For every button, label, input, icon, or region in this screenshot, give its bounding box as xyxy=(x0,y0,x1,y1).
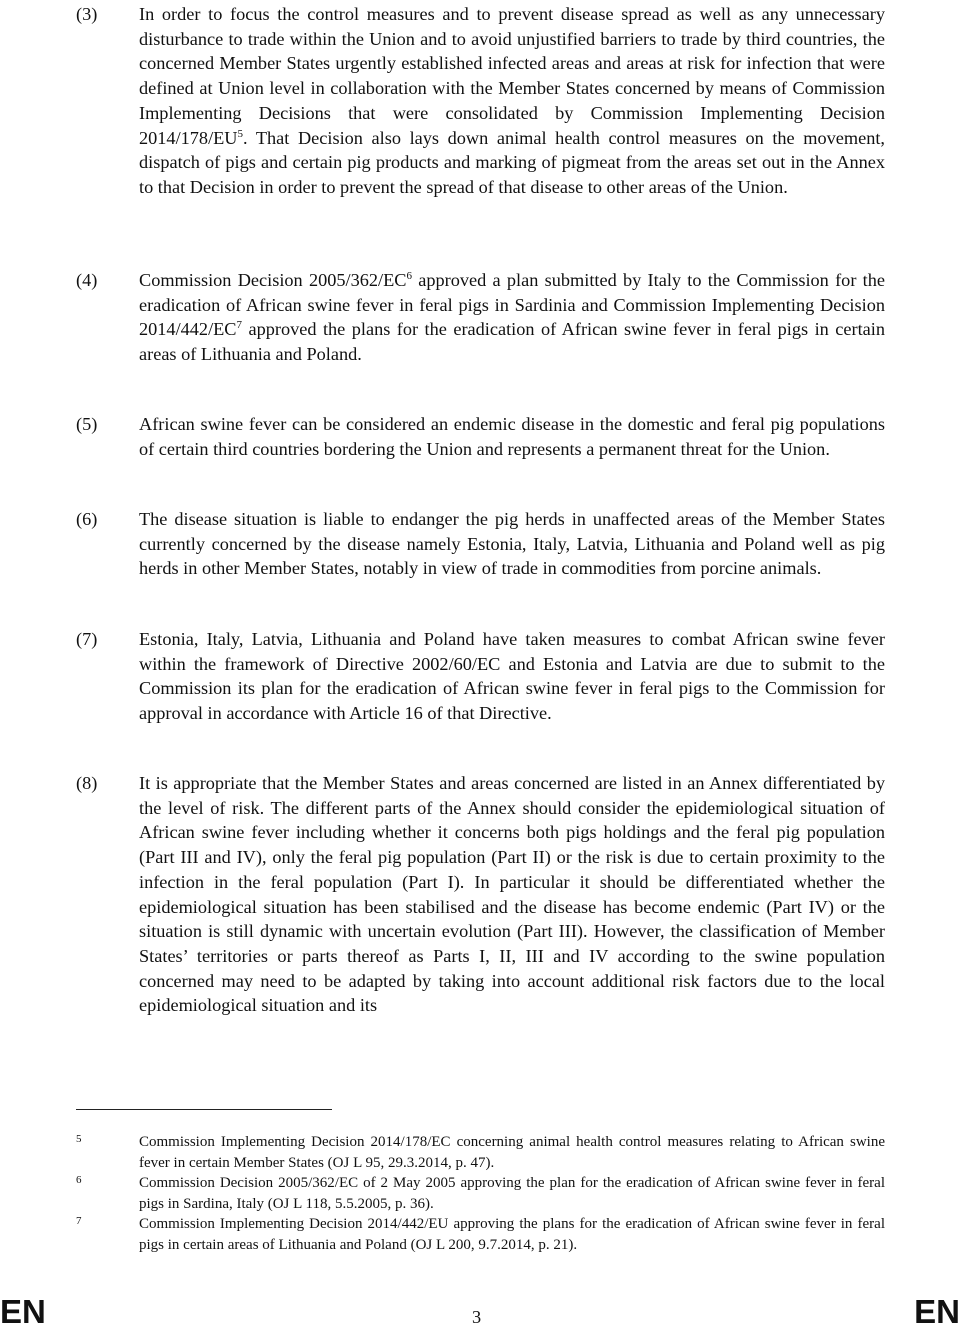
footnote-ref-7[interactable]: 7 xyxy=(236,319,243,332)
footnote-text: Commission Implementing Decision 2014/442/EU approving the plans for the eradication of African swine fever in feral pigs in certain areas of Lithuania and Poland (OJ L 200, 9.7.2014, p. 21). xyxy=(139,1216,885,1253)
footnote-ref-5[interactable]: 5 xyxy=(237,127,244,140)
recital-text: It is appropriate that the Member States and areas concerned are listed in an Annex differentiated by the level of risk. The different parts of the Annex should consider the epidemiological situation of African swine fever including whether it concerns both pigs holdings and the feral pig population (Part III and IV), only the feral pig population (Part II) or the risk is due to certain proximity to the infection in the feral population (Part I). In particular it should be differentiated whether the epidemiological situation has been stabilised and the disease has become endemic (Part IV) or the situation is still dynamic with uncertain evolution (Part III). However, the classification of Member States’ territories or parts thereof as Parts I, II, III and IV according to the swine population concerned may need to be adapted by taking into account additional risk factors due to the local epidemiological situation and its xyxy=(139,773,885,1016)
language-code-left: EN xyxy=(0,1293,46,1330)
recital-number: (4) xyxy=(76,270,98,290)
recital-number: (5) xyxy=(76,414,98,434)
footnote-number: 7 xyxy=(76,1215,82,1227)
page-number: 3 xyxy=(472,1307,482,1327)
footnote-text: Commission Decision 2005/362/EC of 2 May 2005 approving the plan for the eradication of African swine fever in feral pigs in Sardina, Italy (OJ L 118, 5.5.2005, p. 36). xyxy=(139,1175,885,1212)
footnote-number: 6 xyxy=(76,1174,82,1186)
footnote-ref-6[interactable]: 6 xyxy=(406,269,412,282)
language-code-right: EN xyxy=(914,1293,960,1330)
footnote-separator xyxy=(76,1109,332,1110)
recital-text: The disease situation is liable to endanger the pig herds in unaffected areas of the Member States currently concerned by the disease namely Estonia, Italy, Latvia, Lithuania and Poland well as pig herds in other Member States, notably in view of trade in commodities from porcine animals. xyxy=(139,509,885,579)
recital-number: (3) xyxy=(76,4,98,24)
footnote-number: 5 xyxy=(76,1133,82,1145)
recital-number: (7) xyxy=(76,629,98,649)
recital-number: (6) xyxy=(76,509,98,529)
footnote-text: Commission Implementing Decision 2014/178/EC concerning animal health control measures relating to African swine fever in certain Member States (OJ L 95, 29.3.2014, p. 47). xyxy=(139,1134,885,1171)
recital-text: Estonia, Italy, Latvia, Lithuania and Poland have taken measures to combat African swine fever within the framework of Directive 2002/60/EC and Estonia and Latvia are due to submit to the Commission its plan for the eradication of African swine fever in feral pigs to the Commission for approval in accordance with Article 16 of that Directive. xyxy=(139,629,885,724)
recital-text: In order to focus the control measures and to prevent disease spread as well as any unnecessary disturbance to trade within the Union and to avoid unjustified barriers to trade by third countries, the concerned Member States urgently established infected areas and areas at risk for infection that were defined at Union level in collaboration with the Member States concerned by means of Commission Implementing Decisions that were consolidated by Commission Implementing Decision $2014/178/EU^5$. That Decision also lays down animal health control measures on the movement, dispatch of pigs and certain pig products and marking of pigmeat from the areas set out in the Annex to that Decision in order to prevent the spread of that disease to other areas of the Union. xyxy=(139,4,885,197)
recital-text: Commission Decision $2005/362/EC^6$ approved a plan submitted by Italy to the Commission for the eradication of African swine fever in feral pigs in Sardinia and Commission Implementing Decision $2014/442/EC^7$ approved the plans for the eradication of African swine fever in feral pigs in certain areas of Lithuania and Poland. xyxy=(139,269,885,365)
recital-text: African swine fever can be considered an endemic disease in the domestic and feral pig populations of certain third countries bordering the Union and represents a permanent threat for the Union. xyxy=(139,414,885,459)
recital-number: (8) xyxy=(76,773,98,793)
